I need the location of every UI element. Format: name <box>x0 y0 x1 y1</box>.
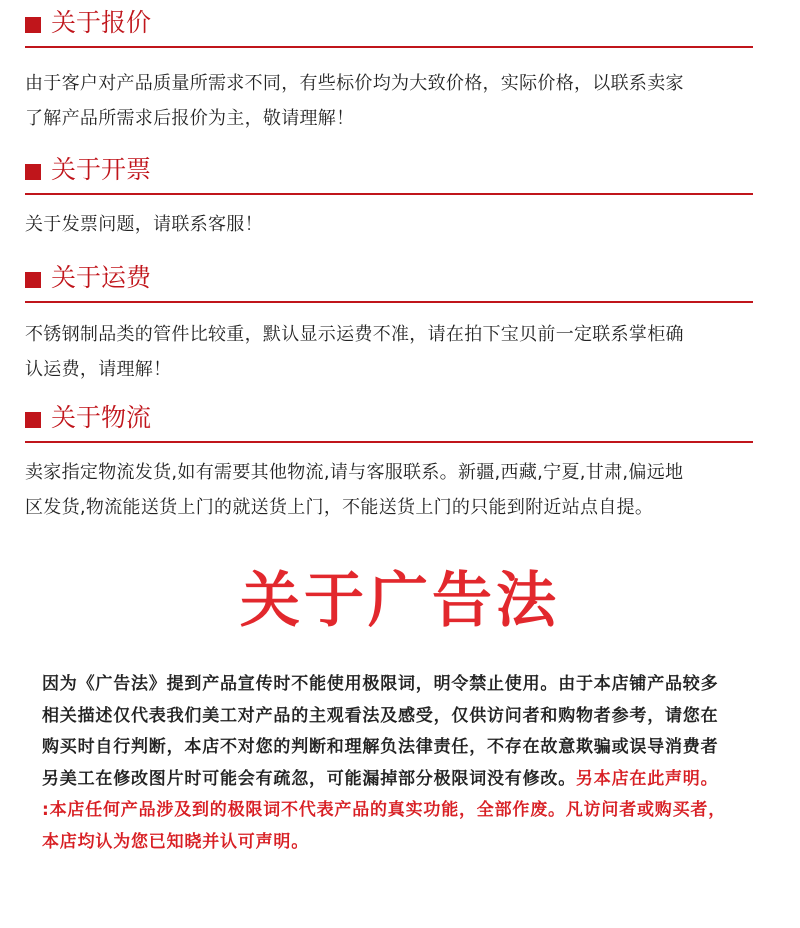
notice-text: 另美工在修改图片时可能会有疏忽，可能漏掉部分极限词没有修改。 <box>42 768 576 789</box>
body-line: 不锈钢制品类的管件比较重，默认显示运费不准，请在拍下宝贝前一定联系掌柜确 <box>25 324 684 345</box>
divider <box>25 46 753 48</box>
divider <box>25 193 753 195</box>
body-line: 区发货,物流能送货上门的就送货上门，不能送货上门的只能到附近站点自提。 <box>25 497 654 518</box>
section-title: 关于物流 <box>51 403 152 432</box>
section-header <box>25 3 753 43</box>
notice-line: 相关描述仅代表我们美工对产品的主观看法及感受，仅供访问者和购物者参考，请您在 <box>42 705 719 726</box>
notice-line: 因为《广告法》提到产品宣传时不能使用极限词，明令禁止使用。由于本店铺产品较多 <box>42 674 719 694</box>
section-pricing <box>25 3 753 129</box>
square-bullet-icon <box>25 164 41 180</box>
square-bullet-icon <box>25 17 41 33</box>
body-line: 关于发票问题，请联系客服！ <box>25 214 263 235</box>
body-line: 卖家指定物流发货,如有需要其他物流,请与客服联系。新疆,西藏,宁夏,甘肃,偏远地 <box>25 462 684 483</box>
section-header <box>25 258 753 298</box>
divider <box>25 301 753 303</box>
notice-statement: 另本店在此声明。 <box>576 768 719 789</box>
section-body <box>25 317 753 387</box>
section-title: 关于运费 <box>51 263 152 292</box>
notice-red-line: :本店任何产品涉及到的极限词不代表产品的真实功能，全部作废。凡访问者或购买者， <box>42 800 726 820</box>
section-body <box>25 455 753 525</box>
ad-law-notice <box>42 669 758 858</box>
section-body <box>25 207 753 242</box>
body-line: 认运费，请理解！ <box>25 359 172 380</box>
section-title: 关于开票 <box>51 155 152 184</box>
square-bullet-icon <box>25 412 41 428</box>
body-line: 由于客户对产品质量所需求不同，有些标价均为大致价格，实际价格，以联系卖家 <box>25 73 684 94</box>
body-line: 了解产品所需求后报价为主，敬请理解！ <box>25 108 355 129</box>
divider <box>25 441 753 443</box>
ad-law-title: 关于广告法 <box>240 566 560 636</box>
section-header <box>25 150 753 190</box>
square-bullet-icon <box>25 272 41 288</box>
notice-line <box>42 764 758 796</box>
notice-red-line: 本店均认为您已知晓并认可声明。 <box>42 831 309 852</box>
section-header <box>25 398 753 438</box>
section-body <box>25 66 753 136</box>
section-invoice <box>25 150 753 235</box>
section-shipping-fee <box>25 258 753 380</box>
notice-line: 购买时自行判断，本店不对您的判断和理解负法律责任，不存在故意欺骗或误导消费者 <box>42 737 719 757</box>
section-title: 关于报价 <box>51 8 152 37</box>
section-logistics <box>25 398 753 518</box>
